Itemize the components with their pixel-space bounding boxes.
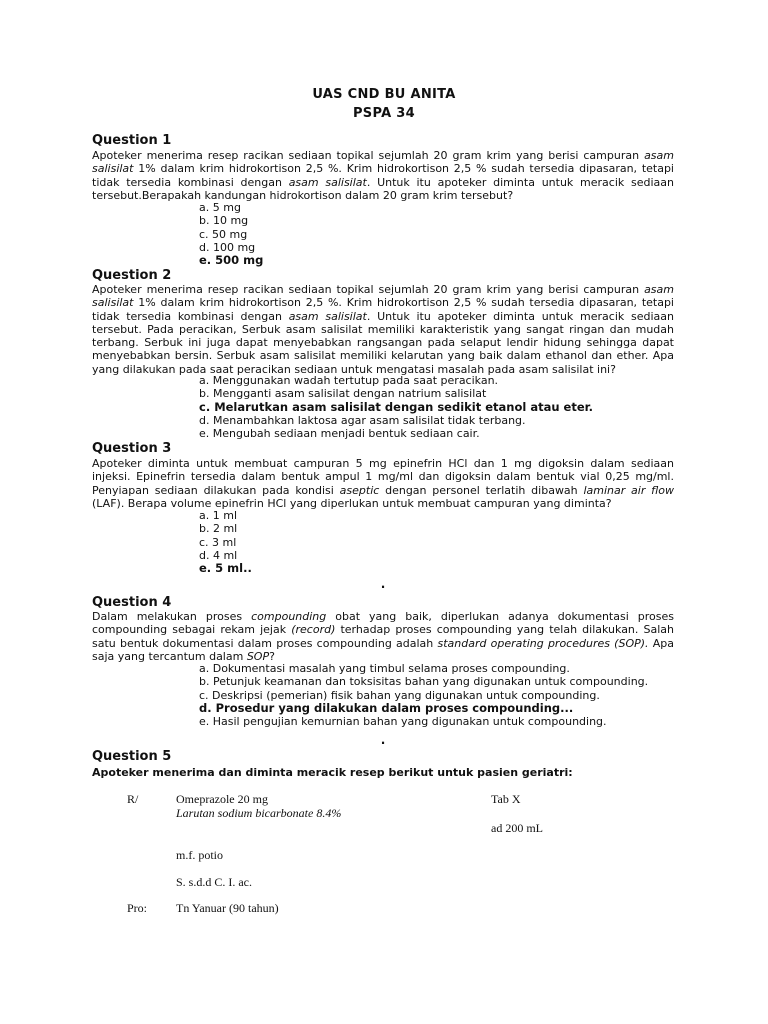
rx-drug-1: Omeprazole 20 mg	[176, 792, 268, 806]
option-a: a. Dokumentasi masalah yang timbul selama proses compounding.	[199, 662, 570, 675]
separator-dot: .	[380, 577, 386, 591]
option-b: b. Petunjuk keamanan dan toksisitas bahan yang digunakan untuk compounding.	[199, 675, 649, 689]
separator-dot: .	[380, 733, 386, 747]
rx-signa: S. s.d.d C. I. ac.	[176, 875, 252, 889]
rx-symbol: R/	[127, 792, 139, 806]
question-2-options	[199, 374, 593, 440]
option-d-answer: d. Prosedur yang dilakukan dalam proses compounding...	[199, 700, 574, 715]
option-e-answer: e. 500 mg	[199, 253, 264, 268]
option-c-answer: c. Melarutkan asam salisilat dengan sedikit etanol atau eter.	[199, 399, 594, 414]
rx-drug-2: Larutan sodium bicarbonate 8.4%	[176, 806, 342, 820]
question-2-text: Apoteker menerima resep racikan sediaan topikal sejumlah 20 gram krim yang berisi campuran asam salisilat 1% dalam krim hidrokortison 2,5 %. Krim hidrokortison 2,5 % sudah tersedia dipasaran, tetapi tidak tersedia kombinasi dengan asam salisilat. Untuk itu apoteker diminta untuk meracik sediaan tersebut. Pada peracikan, Serbuk asam salisilat memiliki karakteristik yang sangat ringan dan mudah terbang. Serbuk ini juga dapat menyebabkan rangsangan pada selaput lendir hidung sehingga dapat menyebabkan bersin. Serbuk asam salisilat memiliki kelarutan yang baik dalam ethanol dan ether. Apa yang dilakukan pada saat peracikan sediaan untuk mengatasi masalah pada asam salisilat ini?	[92, 283, 674, 376]
rx-pro-value: Tn Yanuar (90 tahun)	[176, 901, 279, 915]
option-b: b. 2 ml	[199, 522, 238, 536]
rx-pro-label: Pro:	[127, 901, 148, 915]
option-d: d. Menambahkan laktosa agar asam salisilat tidak terbang.	[199, 413, 526, 427]
option-a: a. 5 mg	[199, 201, 241, 214]
question-5-intro: Apoteker menerima dan diminta meracik resep berikut untuk pasien geriatri:	[92, 766, 573, 779]
option-a: a. Menggunakan wadah tertutup pada saat peracikan.	[199, 374, 499, 387]
question-2-title: Question 2	[92, 268, 172, 283]
question-1-options	[199, 201, 263, 267]
option-b: b. 10 mg	[199, 214, 249, 228]
question-4-title: Question 4	[92, 595, 172, 610]
option-b: b. Mengganti asam salisilat dengan natrium salisilat	[199, 387, 487, 401]
option-d: d. 100 mg	[199, 240, 256, 254]
option-a: a. 1 ml	[199, 509, 238, 522]
option-c: c. 3 ml	[199, 535, 237, 549]
option-c: c. 50 mg	[199, 227, 248, 241]
question-1-title: Question 1	[92, 133, 172, 148]
rx-tab: Tab X	[491, 792, 521, 806]
option-e: e. Hasil pengujian kemurnian bahan yang digunakan untuk compounding.	[199, 715, 607, 729]
question-3-text: Apoteker diminta untuk membuat campuran 5 mg epinefrin HCl dan 1 mg digoksin dalam sediaan injeksi. Epinefrin tersedia dalam bentuk ampul 1 mg/ml dan digoksin dalam bentuk vial 0,25 mg/ml. Penyiapan sediaan dilakukan pada kondisi aseptic dengan personel terlatih dibawah laminar air flow (LAF). Berapa volume epinefrin HCl yang diperlukan untuk membuat campuran yang diminta?	[92, 457, 675, 510]
option-e-answer: e. 5 ml..	[199, 561, 252, 576]
question-5-title: Question 5	[92, 749, 172, 764]
rx-mf: m.f. potio	[176, 848, 223, 862]
question-4-text: Dalam melakukan proses compounding obat yang baik, diperlukan adanya dokumentasi proses compounding sebagai rekam jejak (record) terhadap proses compounding yang telah dilakukan. Salah satu bentuk dokumentasi dalam proses compounding adalah standard operating procedures (SOP). Apa saja yang tercantum dalam SOP?	[92, 610, 675, 663]
rx-ad: ad 200 mL	[491, 821, 543, 835]
document-title: UAS CND BU ANITA	[312, 87, 456, 102]
question-3-title: Question 3	[92, 441, 172, 456]
option-e: e. Mengubah sediaan menjadi bentuk sediaan cair.	[199, 427, 480, 441]
option-d: d. 4 ml	[199, 548, 238, 562]
question-4-options	[199, 662, 648, 728]
option-c: c. Deskripsi (pemerian) fisik bahan yang digunakan untuk compounding.	[199, 688, 600, 702]
document-subtitle: PSPA 34	[352, 106, 415, 121]
question-1-text: Apoteker menerima resep racikan sediaan topikal sejumlah 20 gram krim yang berisi campuran asam salisilat 1% dalam krim hidrokortison 2,5 %. Krim hidrokortison 2,5 % sudah tersedia dipasaran, tetapi tidak tersedia kombinasi dengan asam salisilat. Untuk itu apoteker diminta untuk meracik sediaan tersebut.Berapakah kandungan hidrokortison dalam 20 gram krim tersebut?	[92, 149, 674, 202]
question-3-options	[199, 509, 252, 575]
